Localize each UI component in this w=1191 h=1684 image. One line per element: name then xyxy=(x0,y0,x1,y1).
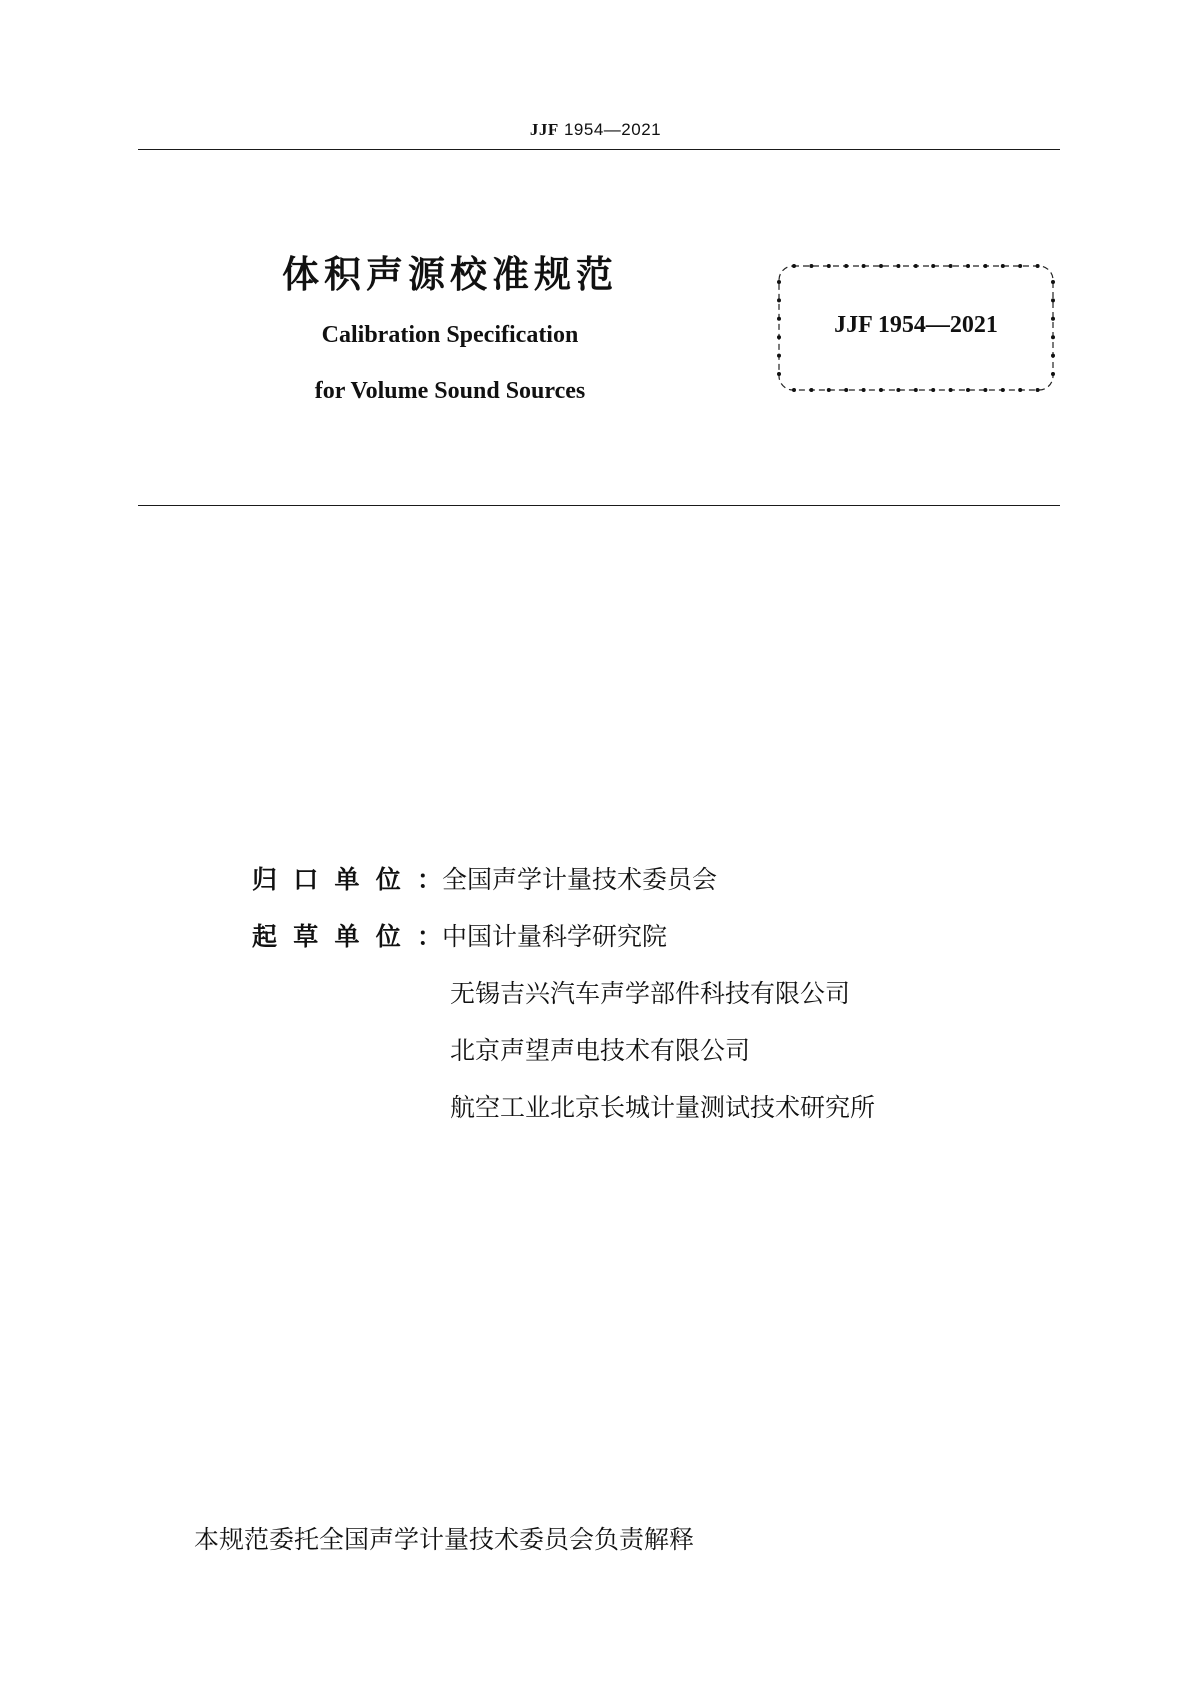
code-box-code: JJF 1954—2021 xyxy=(834,312,998,338)
header-code xyxy=(0,120,1191,140)
border-dot xyxy=(777,354,781,358)
border-dot xyxy=(1036,264,1040,268)
title-english-line1: Calibration Specification xyxy=(321,322,579,348)
border-dot xyxy=(862,264,866,268)
drafters-label: 起草单位： xyxy=(252,922,442,951)
title-bottom-rule xyxy=(138,505,1060,506)
drafter-item: 北京声望声电技术有限公司 xyxy=(450,1036,751,1065)
border-dot xyxy=(777,298,781,302)
header-code-rest: 1954—2021 xyxy=(558,120,662,139)
border-dot xyxy=(949,388,953,392)
border-dot xyxy=(879,388,883,392)
border-dot xyxy=(966,388,970,392)
border-dot xyxy=(949,264,953,268)
authority-label: 归口单位： xyxy=(252,865,442,894)
border-dot xyxy=(983,388,987,392)
border-dot xyxy=(1018,264,1022,268)
border-dot xyxy=(1001,388,1005,392)
border-dot xyxy=(1036,388,1040,392)
border-dot xyxy=(983,264,987,268)
border-dot xyxy=(1051,280,1055,284)
header-code-prefix: JJF xyxy=(529,120,559,139)
border-dot xyxy=(792,264,796,268)
drafters-row xyxy=(252,917,667,953)
title-english-line2: for Volume Sound Sources xyxy=(314,378,586,404)
header-rule xyxy=(138,149,1060,150)
border-dot xyxy=(931,264,935,268)
border-dot xyxy=(1051,298,1055,302)
border-dot xyxy=(896,264,900,268)
border-dot xyxy=(1051,354,1055,358)
border-dot xyxy=(1018,388,1022,392)
border-dot xyxy=(777,280,781,284)
border-dot xyxy=(844,264,848,268)
border-dot xyxy=(827,388,831,392)
border-dot xyxy=(844,388,848,392)
interpretation-note: 本规范委托全国声学计量技术委员会负责解释 xyxy=(194,1525,695,1554)
border-dot xyxy=(777,372,781,376)
authority-row xyxy=(252,860,717,896)
code-box xyxy=(776,262,1056,394)
border-dot xyxy=(914,264,918,268)
border-dot xyxy=(1001,264,1005,268)
border-dot xyxy=(914,388,918,392)
border-dot xyxy=(966,264,970,268)
border-dot xyxy=(1051,372,1055,376)
drafter-item: 无锡吉兴汽车声学部件科技有限公司 xyxy=(450,979,851,1008)
border-dot xyxy=(792,388,796,392)
border-dot xyxy=(879,264,883,268)
drafter-item: 中国计量科学研究院 xyxy=(442,922,668,951)
authority-value: 全国声学计量技术委员会 xyxy=(442,865,718,894)
border-dot xyxy=(809,264,813,268)
border-dot xyxy=(931,388,935,392)
border-dot xyxy=(896,388,900,392)
drafter-item: 航空工业北京长城计量测试技术研究所 xyxy=(450,1093,876,1122)
border-dot xyxy=(862,388,866,392)
title-chinese: 体积声源校准规范 xyxy=(282,253,618,296)
border-dot xyxy=(809,388,813,392)
border-dot xyxy=(827,264,831,268)
